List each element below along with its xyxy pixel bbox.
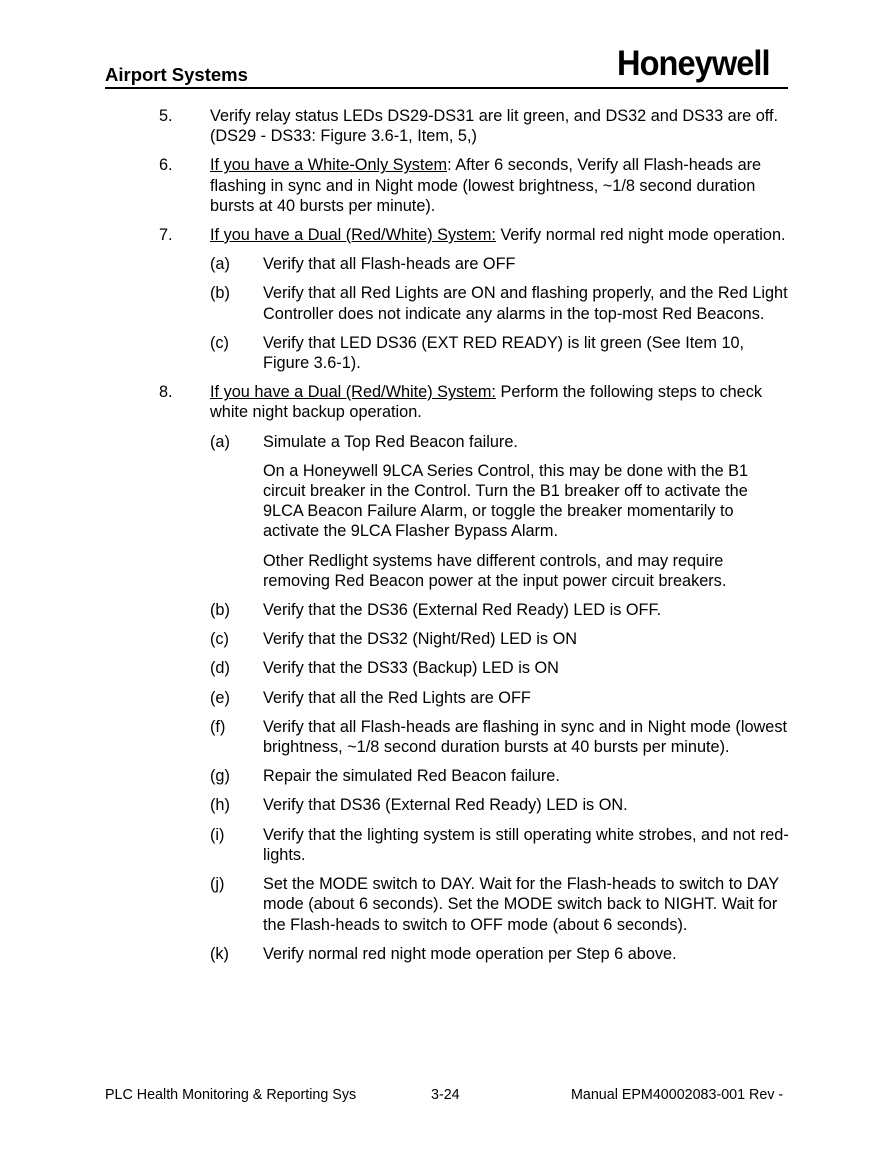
substep-text: Verify normal red night mode operation per Step 6 above. — [263, 944, 677, 963]
substep-8h — [0, 795, 790, 815]
substep-letter: (j) — [210, 875, 225, 894]
step-text: Verify normal red night mode operation. — [495, 226, 786, 245]
substep-text: Verify that all the Red Lights are OFF — [263, 688, 531, 707]
substep-7b — [0, 283, 790, 323]
substep-letter: (f) — [210, 717, 226, 736]
header-title: Airport Systems — [105, 64, 248, 85]
step-number: 7. — [159, 226, 173, 245]
substep-text: Verify that LED DS36 (EXT RED READY) is lit green (See Item 10, Figure 3.6-1). — [263, 333, 745, 373]
procedure-content — [0, 106, 892, 973]
substep-8b — [0, 600, 790, 620]
substep-letter: (a) — [210, 255, 230, 274]
footer-manual-number: Manual EPM40002083-001 Rev - — [571, 1087, 784, 1103]
substep-letter: (b) — [210, 601, 230, 620]
step-6 — [0, 155, 790, 216]
step-condition: If you have a White-Only System — [210, 156, 448, 175]
substep-text: Verify that DS36 (External Red Ready) LED is ON. — [263, 796, 628, 815]
substep-text: Set the MODE switch to DAY. Wait for the Flash-heads to switch to DAY mode (about 6 seconds). Set the MODE switch back to NIGHT. Wait for the Flash-heads to switch to OFF mode (about 6 seconds). — [263, 875, 779, 934]
step-number: 6. — [159, 156, 173, 175]
substep-letter: (d) — [210, 659, 230, 678]
substep-8c — [0, 629, 790, 649]
step-text: Perform the following steps to check white night backup operation. — [210, 383, 763, 422]
substep-letter: (b) — [210, 284, 230, 303]
substep-text: Verify that all Flash-heads are OFF — [263, 255, 516, 274]
substep-8a — [0, 432, 790, 452]
substep-7c — [0, 333, 790, 373]
footer-page-number: 3-24 — [431, 1087, 460, 1103]
substep-text: Verify that the DS33 (Backup) LED is ON — [263, 659, 559, 678]
substep-8f — [0, 717, 790, 757]
substep-letter: (c) — [210, 333, 229, 352]
substep-text: Verify that all Flash-heads are flashing in sync and in Night mode (lowest brightness, ~1/8 second duration bursts at 40 bursts per minute). — [263, 717, 787, 757]
step-text: : After 6 seconds, Verify all Flash-heads are flashing in sync and in Night mode (lowest brightness, ~1/8 second duration bursts at 40 bursts per minute). — [210, 156, 762, 215]
step-5 — [0, 106, 790, 146]
substep-8g — [0, 766, 790, 786]
substep-letter: (h) — [210, 796, 230, 815]
substep-letter: (k) — [210, 944, 229, 963]
footer-document-title: PLC Health Monitoring & Reporting Sys — [105, 1087, 357, 1103]
step-condition: If you have a Dual (Red/White) System: — [210, 383, 496, 402]
substep-letter: (e) — [210, 688, 230, 707]
honeywell-logo: Honeywell — [617, 44, 770, 83]
substep-text: Verify that the DS32 (Night/Red) LED is ON — [263, 630, 577, 649]
substep-letter: (g) — [210, 767, 230, 786]
substep-8e — [0, 688, 790, 708]
substep-7a — [0, 254, 790, 274]
step-condition: If you have a Dual (Red/White) System: — [210, 226, 496, 245]
substep-letter: (c) — [210, 630, 229, 649]
substep-letter: (a) — [210, 432, 230, 451]
substep-8j — [0, 874, 790, 935]
substep-text: Simulate a Top Red Beacon failure. — [263, 432, 518, 451]
substep-text: Repair the simulated Red Beacon failure. — [263, 767, 560, 786]
step-number: 8. — [159, 383, 173, 402]
substep-8i — [0, 825, 790, 865]
substep-text: Verify that the lighting system is still operating white strobes, and not red-lights. — [263, 825, 789, 864]
substep-8k — [0, 944, 790, 964]
substep-8a-paragraph: Other Redlight systems have different controls, and may require removing Red Beacon power at the input power circuit breakers. — [263, 551, 727, 590]
step-number: 5. — [159, 107, 173, 125]
substep-8d — [0, 658, 790, 678]
substep-text: Verify that the DS36 (External Red Ready) LED is OFF. — [263, 601, 662, 620]
step-text: Verify relay status LEDs DS29-DS31 are lit green, and DS32 and DS33 are off. (DS29 - DS33: Figure 3.6-1, Item, 5,) — [210, 107, 779, 146]
header-divider — [105, 87, 788, 89]
substep-letter: (i) — [210, 825, 225, 844]
substep-8a-paragraph: On a Honeywell 9LCA Series Control, this may be done with the B1 circuit breaker in the Control. Turn the B1 breaker off to activate the 9LCA Beacon Failure Alarm, or toggle the breaker momentarily to activate the 9LCA Flasher Bypass Alarm. — [263, 461, 749, 541]
step-8 — [0, 382, 790, 422]
substep-text: Verify that all Red Lights are ON and flashing properly, and the Red Light Controller does not indicate any alarms in the top-most Red Beacons. — [263, 284, 788, 323]
step-7 — [0, 225, 790, 245]
